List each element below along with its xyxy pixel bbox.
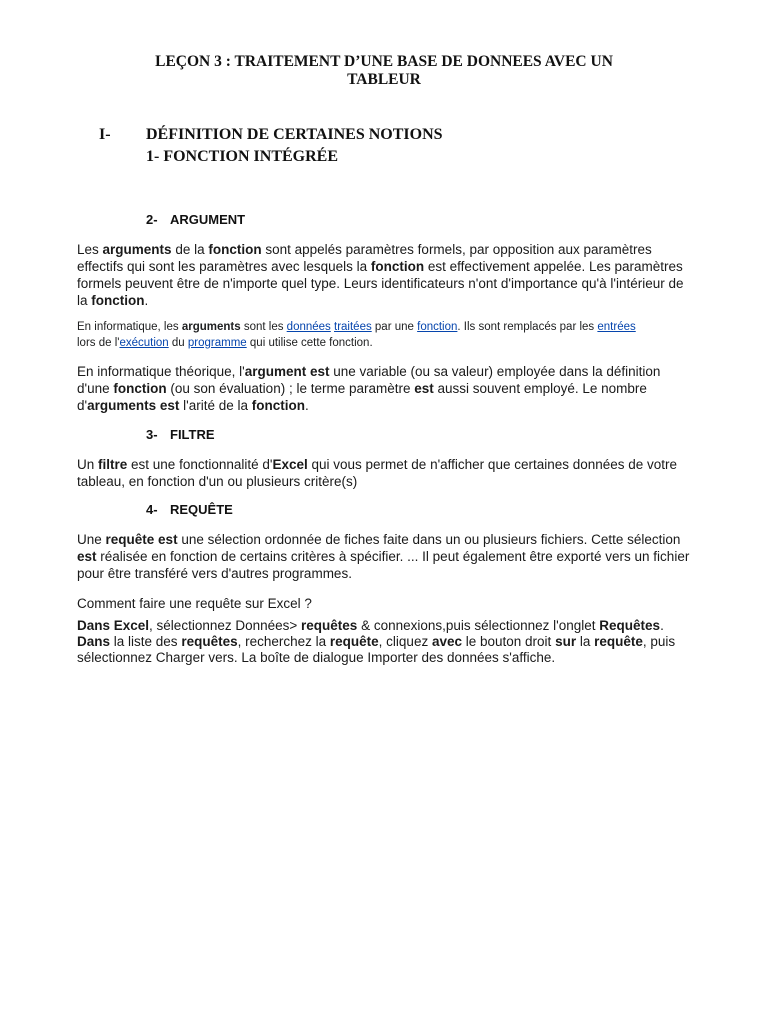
paragraph-requete-steps: Dans Excel, sélectionnez Données> requêtes & connexions,puis sélectionnez l'onglet Requêtes. Dans la liste des requêtes, recherchez la requête, cliquez avec le bouton droit sur la requête, puis sélectionnez Charger vers. La boîte de dialogue Importer des données s'affiche. [77, 618, 676, 665]
lesson-title-line2: TABLEUR [347, 71, 421, 88]
heading-argument-number: 2- [146, 212, 158, 227]
question-requete-excel: Comment faire une requête sur Excel ? [77, 596, 312, 611]
heading-requete-number: 4- [146, 502, 158, 517]
heading-argument [146, 212, 245, 227]
link-traitees[interactable]: traitées [334, 321, 372, 333]
link-fonction[interactable]: fonction [417, 321, 458, 333]
heading-filtre-number: 3- [146, 427, 158, 442]
subsection-fonction-integree: 1- FONCTION INTÉGRÉE [146, 148, 339, 165]
link-execution[interactable]: exécution [119, 336, 169, 349]
link-entrees[interactable]: entrées [597, 321, 636, 333]
heading-filtre [146, 427, 215, 442]
lesson-title-line1: LEÇON 3 : TRAITEMENT D’UNE BASE DE DONNEES AVEC UN [155, 53, 613, 70]
link-donnees[interactable]: données [286, 321, 331, 333]
heading-requete [146, 502, 233, 517]
link-programme[interactable]: programme [187, 336, 247, 349]
paragraph-requete: Une requête est une sélection ordonnée de fiches faite dans un ou plusieurs fichiers. Cette sélection est réalisée en fonction de certains critères à spécifier. ... Il peut également être exporté vers un fichier pour être transféré vers d'autres programmes. [77, 532, 690, 581]
lesson-title [90, 53, 678, 89]
section-title: DÉFINITION DE CERTAINES NOTIONS [146, 126, 443, 143]
paragraph-arguments-definition: Les arguments de la fonction sont appelés paramètres formels, par opposition aux paramètres effectifs qui sont les paramètres avec lesquels la fonction est effectivement appelée. Les paramètres formels peuvent être de n'importe quel type. Leurs identificateurs n'ont d'importance qu'à l'intérieur de la fonction. [77, 242, 684, 308]
paragraph-informatique-theorique: En informatique théorique, l'argument est une variable (ou sa valeur) employée dans la définition d'une fonction (ou son évaluation) ; le terme paramètre est aussi souvent employé. Le nombre d'arguments est l'arité de la fonction. [77, 364, 661, 413]
heading-requete-label: REQUÊTE [170, 502, 233, 517]
paragraph-informatique-arguments: En informatique, les arguments sont les données traitées par une fonction. Ils sont remplacés par les entrées lors de l'exécution du programme qui utilise cette fonction. [77, 321, 636, 349]
paragraph-filtre: Un filtre est une fonctionnalité d'Excel qui vous permet de n'afficher que certaines données de votre tableau, en fonction d'un ou plusieurs critère(s) [77, 457, 678, 489]
heading-argument-label: ARGUMENT [170, 212, 246, 227]
section-number: I- [99, 126, 111, 143]
heading-filtre-label: FILTRE [170, 427, 215, 442]
